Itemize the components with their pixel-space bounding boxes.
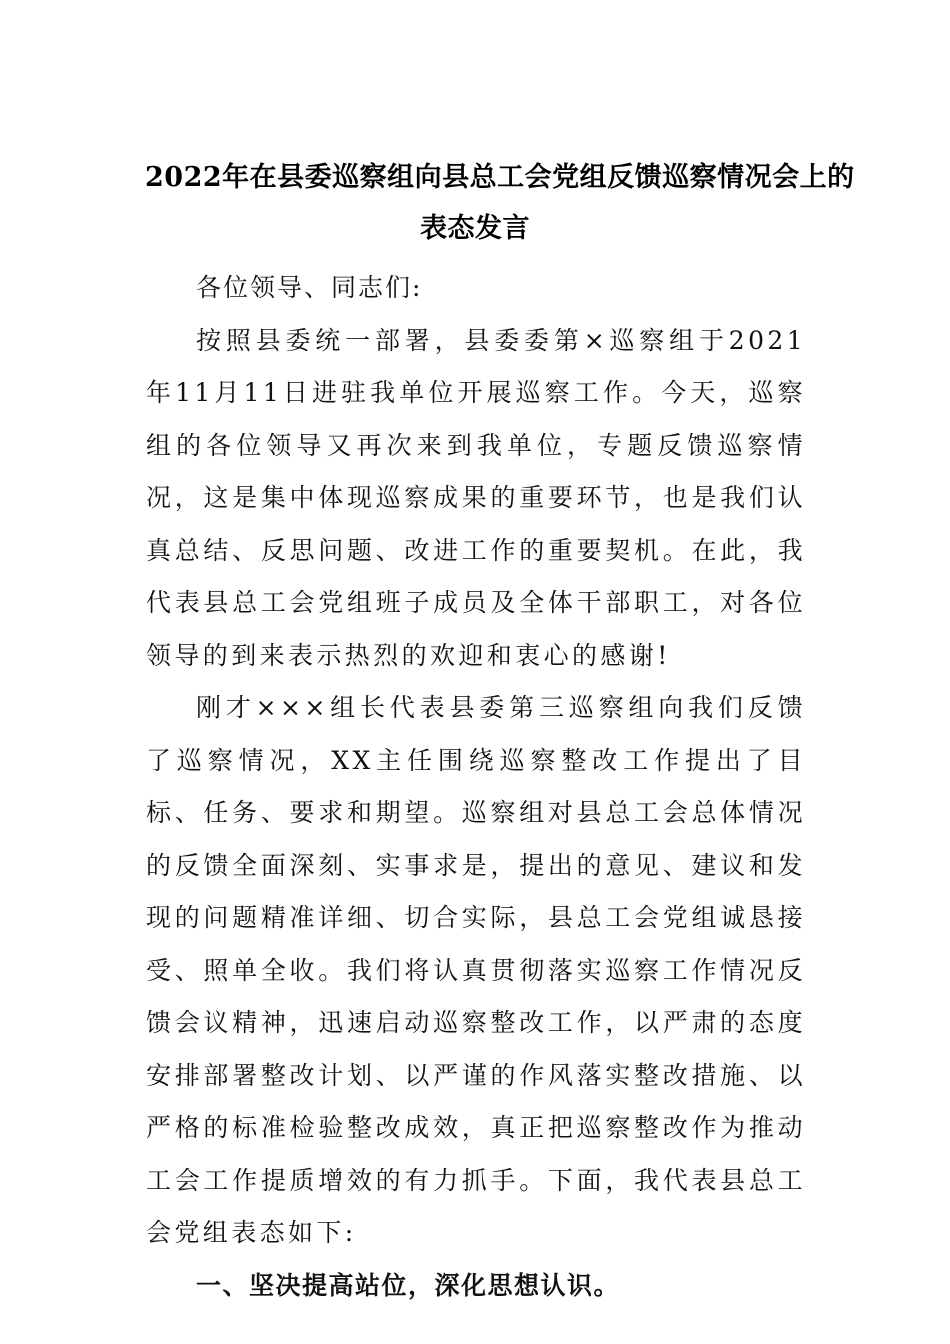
paragraph: 刚才×××组长代表县委第三巡察组向我们反馈了巡察情况，XX主任围绕巡察整改工作提出了目标、任务、要求和期望。巡察组对县总工会总体情况的反馈全面深刻、实事求是，提出的意见、建议和发现的问题精准详细、切合实际，县总工会党组诚恳接受、照单全收。我们将认真贯彻落实巡察工作情况反馈会议精神，迅速启动巡察整改工作，以严肃的态度安排部署整改计划、以严谨的作风落实整改措施、以严格的标准检验整改成效，真正把巡察整改作为推动工会工作提质增效的有力抓手。下面，我代表县总工会党组表态如下:	[146, 693, 806, 1247]
section-heading: 一、坚决提高站位，深化思想认识。	[196, 1270, 621, 1300]
document-body	[146, 262, 806, 1312]
document-title-line-1: 2022年在县委巡察组向县总工会党组反馈巡察情况会上的	[145, 162, 855, 193]
document-title-line-2: 表态发言	[420, 213, 530, 244]
paragraph: 按照县委统一部署，县委委第×巡察组于2021年11月11日进驻我单位开展巡察工作。今天，巡察组的各位领导又再次来到我单位，专题反馈巡察情况，这是集中体现巡察成果的重要环节，也是我们认真总结、反思问题、改进工作的重要契机。在此，我代表县总工会党组班子成员及全体干部职工，对各位领导的到来表示热烈的欢迎和衷心的感谢!	[146, 325, 806, 670]
salutation: 各位领导、同志们:	[196, 273, 423, 302]
